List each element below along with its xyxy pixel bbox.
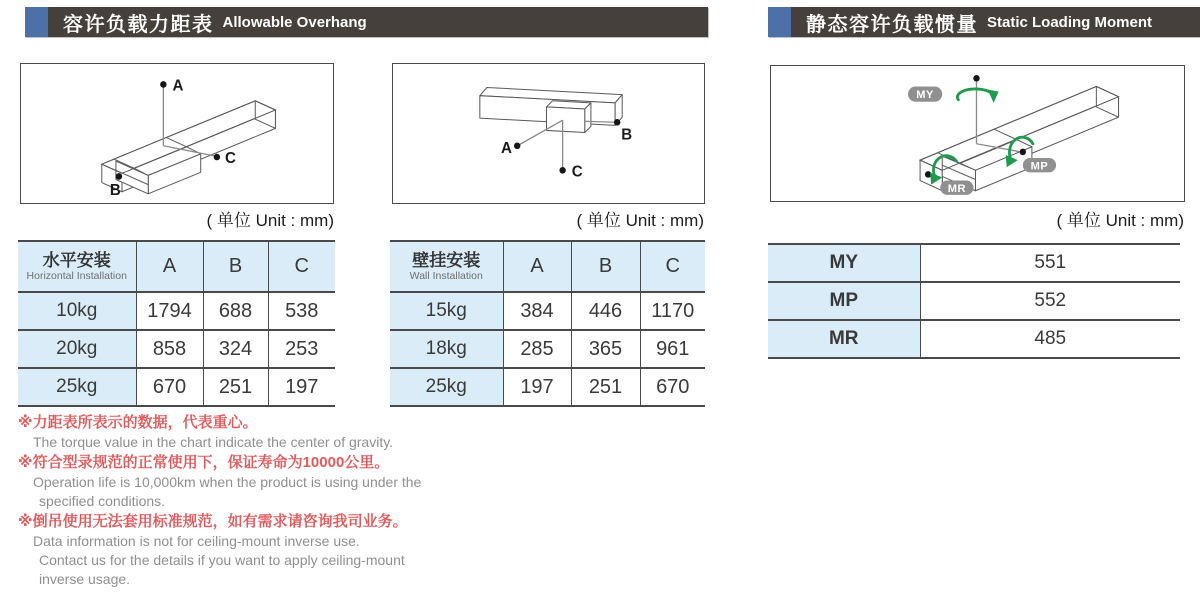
value-cell: 670 (640, 368, 705, 406)
value-cell: 446 (571, 292, 640, 330)
section-title-en: Static Loading Moment (987, 13, 1152, 31)
label-mr: MR (947, 182, 966, 195)
value-cell: 365 (571, 330, 640, 368)
unit-label: ( 单位 Unit : mm) (1056, 211, 1184, 230)
value-cell: 1794 (136, 292, 203, 330)
table-title-zh: 壁挂安装 (412, 250, 481, 270)
column-header-a: A (136, 241, 203, 292)
value-cell: 1170 (640, 292, 705, 330)
row-label: MY (768, 244, 920, 282)
column-header-c: C (268, 241, 335, 292)
value-cell: 485 (920, 320, 1180, 358)
point-c-marker (559, 167, 565, 174)
my-axis-dot (973, 75, 979, 82)
unit-label: ( 单位 Unit : mm) (576, 211, 704, 230)
value-cell: 858 (136, 330, 203, 368)
note-zh: ※力距表所表示的数据，代表重心。 (18, 414, 258, 431)
value-cell: 253 (268, 330, 335, 368)
value-cell: 384 (503, 292, 571, 330)
row-label: 10kg (18, 292, 136, 330)
row-label: 20kg (18, 330, 136, 368)
note-en: specified conditions. (39, 493, 166, 509)
value-cell: 251 (203, 368, 268, 406)
accent-square-icon (768, 7, 791, 37)
label-mp: MP (1030, 160, 1049, 173)
section-header-static-loading-moment (768, 7, 1200, 37)
label-b: B (621, 126, 633, 144)
row-label: MR (768, 320, 920, 358)
section-title-zh: 静态容许负载惯量 (806, 13, 978, 36)
section-header-allowable-overhang (25, 7, 708, 37)
value-cell: 538 (268, 292, 335, 330)
note-en: inverse usage. (39, 571, 131, 587)
point-c-marker (214, 154, 220, 161)
table-row (18, 292, 335, 330)
dimension-a (501, 120, 563, 157)
point-a-marker (160, 81, 166, 88)
row-label: 18kg (390, 330, 503, 368)
table-row (18, 330, 335, 368)
label-a: A (501, 139, 512, 157)
note-en: Contact us for the details if you want to apply ceiling-mount (39, 552, 405, 568)
value-cell: 961 (640, 330, 705, 368)
point-b-marker (614, 119, 620, 126)
value-cell: 688 (203, 292, 268, 330)
row-label: 25kg (390, 368, 503, 406)
value-cell: 197 (503, 368, 571, 406)
value-cell: 324 (203, 330, 268, 368)
diagram-horizontal-installation (20, 63, 334, 204)
section-title-en: Allowable Overhang (222, 13, 367, 31)
static-moment-table (768, 243, 1180, 359)
note-en: The torque value in the chart indicate the center of gravity. (33, 434, 394, 450)
mp-axis-dot (1020, 149, 1026, 156)
footnotes (18, 412, 492, 589)
table-row (390, 330, 705, 368)
note-zh: ※符合型录规范的正常使用下，保证寿命为10000公里。 (18, 454, 390, 471)
table-row (18, 368, 335, 406)
table-row (768, 244, 1180, 282)
note-en: Operation life is 10,000km when the product is using under the (33, 474, 422, 490)
value-cell: 670 (136, 368, 203, 406)
column-header-a: A (503, 241, 571, 292)
point-a-marker (514, 142, 520, 149)
table-title-en: Horizontal Installation (26, 269, 127, 282)
note-zh: ※倒吊使用无法套用标准规范，如有需求请咨询我司业务。 (18, 513, 408, 530)
value-cell: 285 (503, 330, 571, 368)
horizontal-installation-table (18, 240, 335, 407)
diagram-wall-installation (392, 63, 705, 204)
note-en: Data information is not for ceiling-mount inverse use. (33, 533, 360, 549)
accent-square-icon (25, 7, 48, 37)
label-a: A (172, 77, 184, 95)
row-label: 25kg (18, 368, 136, 406)
table-header-row (390, 241, 705, 292)
row-label: MP (768, 282, 920, 320)
table-title-cell (390, 241, 503, 292)
diagram-static-loading-moment (770, 65, 1185, 202)
table-title-zh: 水平安装 (42, 250, 111, 270)
value-cell: 552 (920, 282, 1180, 320)
label-c: C (571, 163, 583, 181)
table-title-cell (18, 241, 136, 292)
column-header-b: B (203, 241, 268, 292)
label-c: C (224, 150, 236, 168)
section-title-zh: 容许负载力距表 (63, 13, 214, 36)
table-header-row (18, 241, 335, 292)
point-b-marker (116, 173, 122, 180)
label-b: B (109, 181, 121, 199)
value-cell: 251 (571, 368, 640, 406)
value-cell: 551 (920, 244, 1180, 282)
unit-label: ( 单位 Unit : mm) (206, 211, 334, 230)
table-row (768, 282, 1180, 320)
table-row (390, 292, 705, 330)
table-title-en: Wall Installation (409, 269, 483, 282)
label-my: MY (916, 89, 934, 102)
table-row (390, 368, 705, 406)
wall-installation-table (390, 240, 705, 407)
column-header-c: C (640, 241, 705, 292)
row-label: 15kg (390, 292, 503, 330)
column-header-b: B (571, 241, 640, 292)
value-cell: 197 (268, 368, 335, 406)
table-row (768, 320, 1180, 358)
slider-block-wireframe (546, 101, 590, 133)
